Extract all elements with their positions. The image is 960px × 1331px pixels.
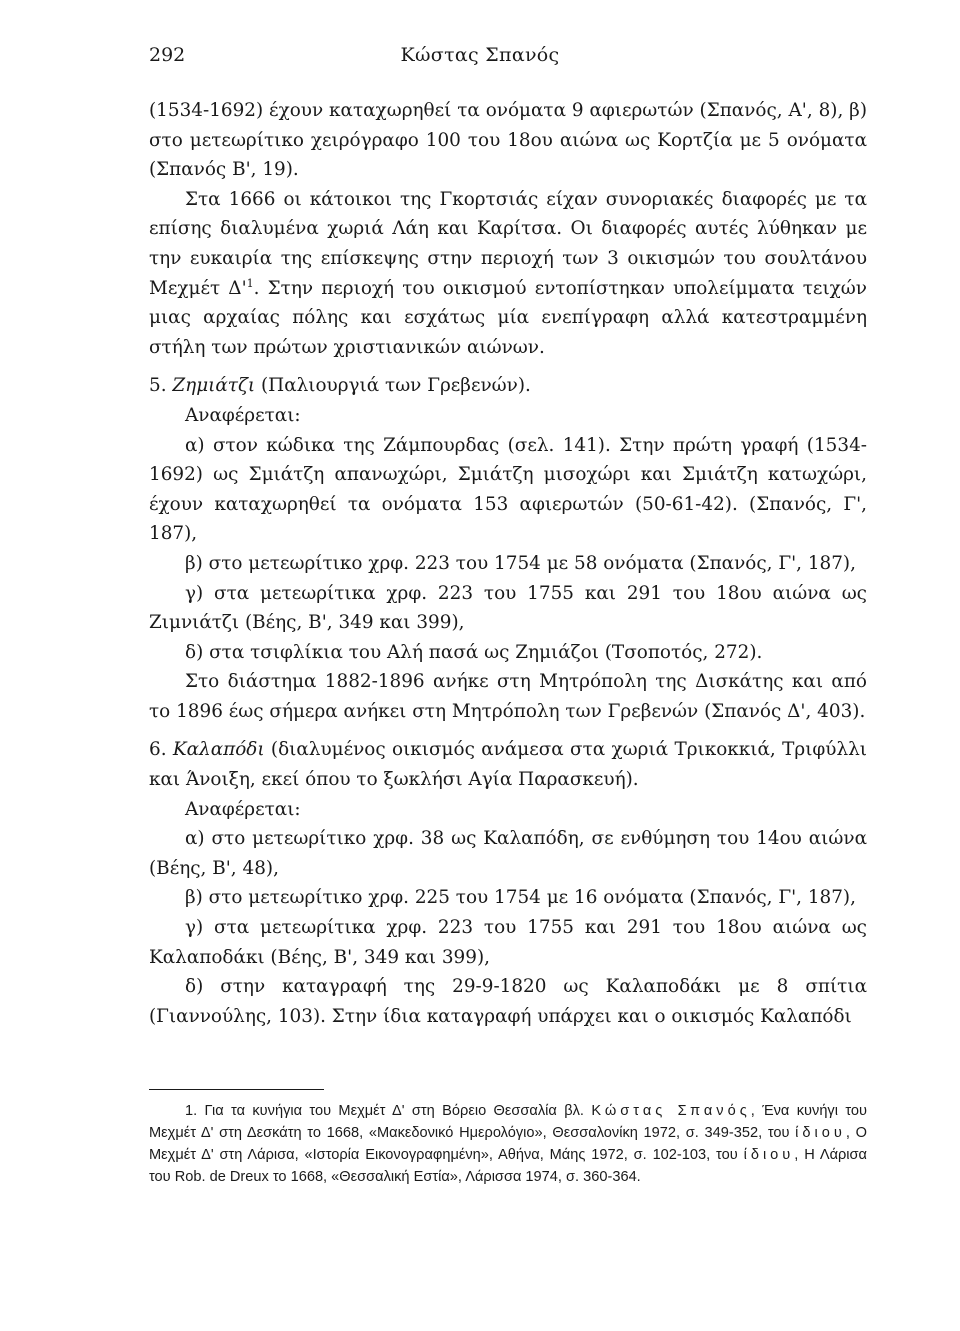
- text-run: (διαλυμένος οικισμός ανάμεσα στα χωριά Τρικοκκιά, Τριφύλλι και Άνοιξη, εκεί όπου το ξωκλήσι Αγία Παρασκευή).: [149, 739, 867, 791]
- text-run: , Η Λάρισα του Rob. de Dreux το 1668, «Θεσσαλική Εστία», Λάρισσα 1974, σ. 360-364.: [149, 1147, 867, 1185]
- ibid-word: ίδιου: [743, 1147, 795, 1163]
- reference-item: β) στο μετεωρίτικο χρφ. 225 του 1754 με 16 ονόματα (Σπανός, Γ', 187),: [185, 887, 856, 909]
- footnote-marker: 1: [246, 276, 254, 290]
- reference-item: δ) στην καταγραφή της 29-9-1820 ως Καλαποδάκι με 8 σπίτια (Γιαννούλης, 103). Στην ίδια καταγραφή υπάρχει και ο οικισμός Καλαπόδι: [149, 976, 867, 1027]
- footnote-rule: [149, 1089, 324, 1090]
- text-run: . Στην περιοχή του οικισμού εντοπίστηκαν υπολείμματα τειχών μιας αρχαίας πόλης και εσχάτως μία ενεπίγραφη αλλά κατεστραμμένη στήλη των πρώτων χριστιανικών αιώνων.: [149, 277, 867, 358]
- reference-item: α) στον κώδικα της Ζάμπουρδας (σελ. 141). Στην πρώτη γραφή (1534-1692) ως Σμιάτζη απανωχώρι, Σμιάτζη μισοχώρι και Σμιάτζη κατωχώρι, έχουν καταχωρηθεί τα ονόματα 153 αφιερωτών (50-61-42). (Σπανός, Γ', 187),: [149, 434, 867, 545]
- paragraph: Στο διάστημα 1882-1896 ανήκε στη Μητρόπολη της Δισκάτης και από το 1896 έως σήμερα ανήκει στη Μητρόπολη των Γρεβενών (Σπανός Δ', 403).: [149, 671, 867, 722]
- reference-label: Αναφέρεται:: [185, 798, 301, 820]
- settlement-name: Ζημιάτζι: [172, 375, 256, 397]
- section-heading: [149, 735, 867, 794]
- text-run: (Παλιουργιά των Γρεβενών).: [255, 375, 531, 397]
- reference-item: γ) στα μετεωρίτικα χρφ. 223 του 1755 και 291 του 18ου αιώνα ως Ζιμνιάτζι (Βέης, Β', 349 και 399),: [149, 582, 867, 634]
- page-number: 292: [149, 44, 186, 66]
- settlement-name: Καλαπόδι: [172, 739, 265, 761]
- body-text: [149, 96, 867, 1031]
- footnote-number: 1.: [185, 1103, 205, 1119]
- footnote: [149, 1100, 867, 1188]
- reference-item: α) στο μετεωρίτικο χρφ. 38 ως Καλαπόδη, σε ενθύμηση του 14ου αιώνα (Βέης, Β', 48),: [149, 828, 867, 879]
- reference-item: δ) στα τσιφλίκια του Αλή πασά ως Ζημιάζοι (Τσοποτός, 272).: [185, 641, 763, 663]
- ibid-word: ίδιου: [795, 1125, 846, 1141]
- paragraph: [149, 185, 867, 363]
- text-run: , Ο Μεχμέτ Δ' στη Λάρισα, «Ιστορία Εικονογραφημένη», Αθήνα, Μάης 1972, σ. 102-103, του: [149, 1125, 867, 1163]
- running-head: Κώστας Σπανός: [400, 44, 560, 66]
- text-run: , Ένα κυνήγι του Μεχμέτ Δ' στη Δεσκάτη το 1668, «Μακεδονικό Ημερολόγιο», Θεσσαλονίκη 1972, σ. 349-352, του: [149, 1103, 867, 1141]
- section-number: 6.: [149, 739, 173, 761]
- text-run: Στα 1666 οι κάτοικοι της Γκορτσιάς είχαν συνοριακές διαφορές με τα επίσης διαλυμένα χωριά Λάη και Καρίτσα. Οι διαφορές αυτές λύθηκαν με την ευκαιρία της επίσκεψης στην περιοχή των 3 οικισμών του σουλτάνου Μεχμέτ Δ': [149, 188, 867, 299]
- text-run: Για τα κυνήγια του Μεχμέτ Δ' στη Βόρειο Θεσσαλία βλ.: [204, 1103, 592, 1119]
- section-heading: [149, 371, 867, 401]
- author-name: Κώστας Σπανός: [591, 1103, 751, 1119]
- reference-item: γ) στα μετεωρίτικα χρφ. 223 του 1755 και 291 του 18ου αιώνα ως Καλαποδάκι (Βέης, Β', 349 και 399),: [149, 917, 867, 968]
- reference-item: β) στο μετεωρίτικο χρφ. 223 του 1754 με 58 ονόματα (Σπανός, Γ', 187),: [185, 552, 856, 574]
- section-number: 5.: [149, 375, 173, 397]
- reference-label: Αναφέρεται:: [185, 404, 301, 426]
- paragraph: (1534-1692) έχουν καταχωρηθεί τα ονόματα 9 αφιερωτών (Σπανός, Α', 8), β) στο μετεωρίτικο χειρόγραφο 100 του 18ου αιώνα ως Κορτζία με 5 ονόματα (Σπανός Β', 19).: [149, 100, 867, 181]
